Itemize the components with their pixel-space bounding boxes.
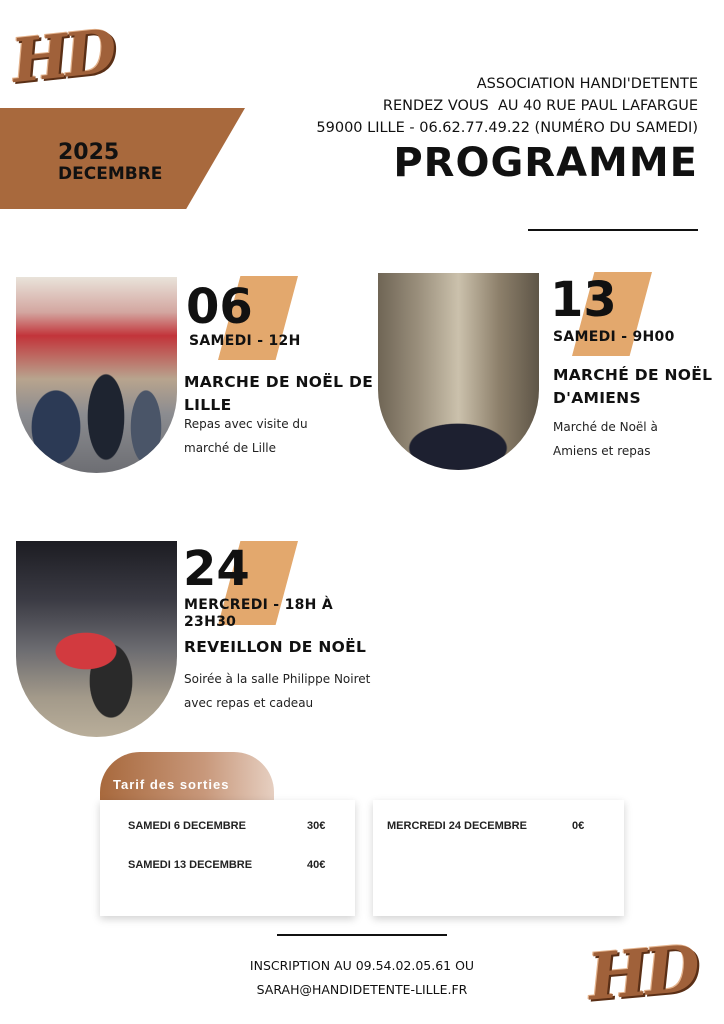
event-title: MARCHE DE NOËL DE LILLE bbox=[184, 373, 374, 414]
banner-year: 2025 bbox=[58, 140, 120, 165]
event-date: 13 bbox=[550, 272, 617, 328]
association-name: ASSOCIATION HANDI'DETENTE bbox=[476, 76, 698, 92]
event-photo-amiens-cathedral bbox=[378, 273, 539, 470]
tarif-item-price: 30€ bbox=[307, 820, 326, 832]
event-description: Soirée à la salle Philippe Noiret avec repas et cadeau bbox=[184, 672, 371, 710]
event-day-time: MERCREDI - 18H À 23H30 bbox=[184, 597, 333, 630]
event-description: Marché de Noël à Amiens et repas bbox=[553, 420, 658, 458]
logo-top: HD bbox=[8, 16, 117, 98]
event-day-time: SAMEDI - 12H bbox=[189, 333, 301, 349]
event-description: Repas avec visite du marché de Lille bbox=[184, 417, 308, 455]
tarif-box-left bbox=[100, 800, 355, 916]
logo-bottom: HD bbox=[584, 931, 700, 1016]
tarif-item-name: SAMEDI 13 DECEMBRE bbox=[128, 859, 253, 871]
event-title: REVEILLON DE NOËL bbox=[184, 638, 367, 656]
tarif-item-price: 0€ bbox=[572, 820, 585, 832]
city-phone: 59000 LILLE - 06.62.77.49.22 (NUMÉRO DU SAMEDI) bbox=[316, 120, 698, 136]
registration-phone: INSCRIPTION AU 09.54.02.05.61 OU bbox=[249, 958, 475, 973]
event-day-time: SAMEDI - 9H00 bbox=[553, 329, 675, 345]
tarif-item-name: MERCREDI 24 DECEMBRE bbox=[387, 820, 527, 832]
tarif-label: Tarif des sorties bbox=[113, 777, 230, 792]
tarif-item-name: SAMEDI 6 DECEMBRE bbox=[128, 820, 246, 832]
event-title: MARCHÉ DE NOËL D'AMIENS bbox=[553, 366, 713, 407]
footer-divider bbox=[277, 934, 447, 936]
event-photo-lille-market bbox=[16, 277, 177, 473]
date-banner bbox=[0, 108, 245, 209]
event-date: 06 bbox=[186, 279, 253, 335]
meeting-address: RENDEZ VOUS AU 40 RUE PAUL LAFARGUE bbox=[382, 98, 698, 114]
tarif-box-right bbox=[373, 800, 624, 916]
event-photo-christmas-party bbox=[16, 541, 177, 737]
registration-email: SARAH@HANDIDETENTE-LILLE.FR bbox=[256, 982, 468, 997]
tarif-tab bbox=[100, 752, 274, 800]
banner-month: DECEMBRE bbox=[58, 164, 163, 184]
event-date: 24 bbox=[183, 541, 250, 597]
page-title: PROGRAMME bbox=[393, 140, 698, 186]
tarif-item-price: 40€ bbox=[307, 859, 326, 871]
title-divider bbox=[528, 229, 698, 231]
